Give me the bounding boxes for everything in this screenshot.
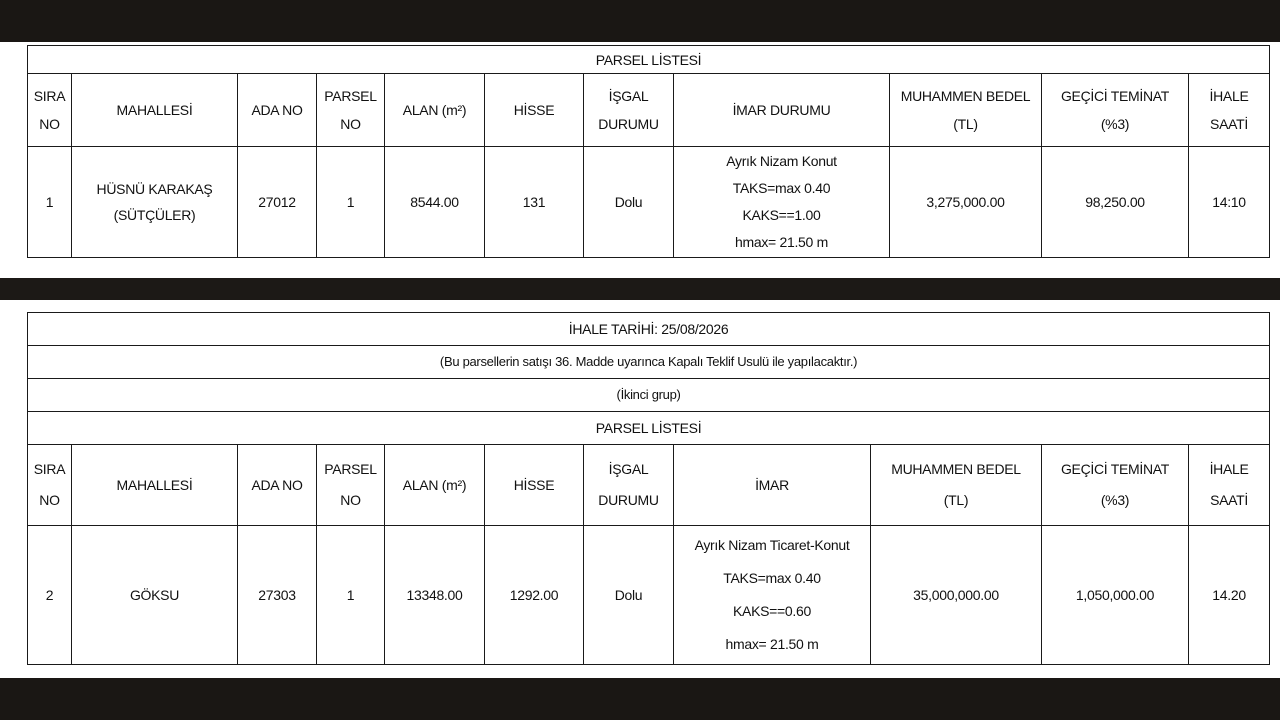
header-sira-no: SIRA NO	[28, 74, 72, 147]
cell-alan: 8544.00	[385, 147, 485, 258]
header-alan: ALAN (m²)	[385, 74, 485, 147]
cell-teminat: 1,050,000.00	[1042, 526, 1189, 665]
cell-isgal: Dolu	[584, 526, 674, 665]
header-ada-no: ADA NO	[238, 445, 317, 526]
cell-imar: Ayrık Nizam Ticaret-Konut TAKS=max 0.40 KAKS==0.60 hmax= 21.50 m	[674, 526, 871, 665]
parcel-table-1	[27, 45, 1270, 258]
header-isgal-durumu: İŞGAL DURUMU	[584, 445, 674, 526]
header-imar: İMAR	[674, 445, 871, 526]
auction-date-row	[28, 313, 1270, 346]
cell-imar: Ayrık Nizam Konut TAKS=max 0.40 KAKS==1.00 hmax= 21.50 m	[674, 147, 890, 258]
cell-parsel-no: 1	[317, 147, 385, 258]
cell-bedel: 3,275,000.00	[890, 147, 1042, 258]
cell-parsel-no: 1	[317, 526, 385, 665]
header-ihale-saati: İHALE SAATİ	[1189, 74, 1270, 147]
table-row	[28, 147, 1270, 258]
cell-saat: 14.20	[1189, 526, 1270, 665]
header-ada-no: ADA NO	[238, 74, 317, 147]
header-hisse: HİSSE	[485, 445, 584, 526]
table-header-row	[28, 74, 1270, 147]
cell-mahallesi: GÖKSU	[72, 526, 238, 665]
cell-isgal: Dolu	[584, 147, 674, 258]
document-sheet-1	[0, 42, 1280, 278]
cell-alan: 13348.00	[385, 526, 485, 665]
cell-sira: 1	[28, 147, 72, 258]
header-hisse: HİSSE	[485, 74, 584, 147]
cell-mahallesi: HÜSNÜ KARAKAŞ (SÜTÇÜLER)	[72, 147, 238, 258]
cell-sira: 2	[28, 526, 72, 665]
cell-saat: 14:10	[1189, 147, 1270, 258]
group-label: (İkinci grup)	[28, 379, 1270, 412]
header-mahallesi: MAHALLESİ	[72, 74, 238, 147]
parcel-table-2	[27, 312, 1270, 665]
middle-dark-band	[0, 278, 1280, 300]
header-muhammen-bedel: MUHAMMEN BEDEL (TL)	[890, 74, 1042, 147]
header-alan: ALAN (m²)	[385, 445, 485, 526]
header-gecici-teminat: GEÇİCİ TEMİNAT (%3)	[1042, 74, 1189, 147]
auction-date: İHALE TARİHİ: 25/08/2026	[28, 313, 1270, 346]
header-sira-no: SIRA NO	[28, 445, 72, 526]
sale-note: (Bu parsellerin satışı 36. Madde uyarınca Kapalı Teklif Usulü ile yapılacaktır.)	[28, 346, 1270, 379]
cell-teminat: 98,250.00	[1042, 147, 1189, 258]
header-parsel-no: PARSEL NO	[317, 445, 385, 526]
document-sheet-2	[0, 300, 1280, 678]
cell-hisse: 1292.00	[485, 526, 584, 665]
sale-note-row	[28, 346, 1270, 379]
parcel-list-title: PARSEL LİSTESİ	[28, 412, 1270, 445]
header-isgal-durumu: İŞGAL DURUMU	[584, 74, 674, 147]
top-dark-band	[0, 0, 1280, 42]
table-row	[28, 526, 1270, 665]
header-ihale-saati: İHALE SAATİ	[1189, 445, 1270, 526]
table-header-row	[28, 445, 1270, 526]
header-imar-durumu: İMAR DURUMU	[674, 74, 890, 147]
header-gecici-teminat: GEÇİCİ TEMİNAT (%3)	[1042, 445, 1189, 526]
parcel-list-title: PARSEL LİSTESİ	[28, 46, 1270, 74]
table-title-row	[28, 46, 1270, 74]
header-parsel-no: PARSEL NO	[317, 74, 385, 147]
cell-hisse: 131	[485, 147, 584, 258]
header-mahallesi: MAHALLESİ	[72, 445, 238, 526]
cell-bedel: 35,000,000.00	[871, 526, 1042, 665]
bottom-dark-band	[0, 678, 1280, 720]
table-title-row	[28, 412, 1270, 445]
cell-ada-no: 27303	[238, 526, 317, 665]
cell-ada-no: 27012	[238, 147, 317, 258]
header-muhammen-bedel: MUHAMMEN BEDEL (TL)	[871, 445, 1042, 526]
group-row	[28, 379, 1270, 412]
